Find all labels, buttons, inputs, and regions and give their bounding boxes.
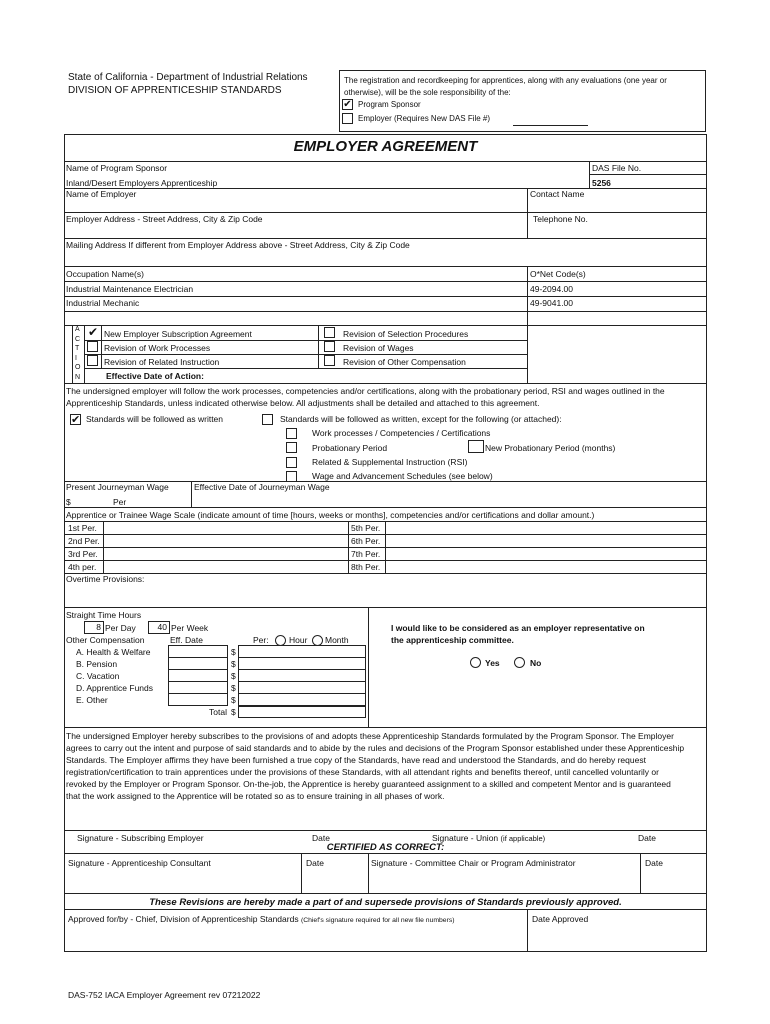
division-name: DIVISION OF APPRENTICESHIP STANDARDS bbox=[68, 85, 282, 96]
onet-code-2[interactable]: 49-9041.00 bbox=[530, 298, 574, 308]
comp-item-health: A. Health & Welfare bbox=[76, 647, 151, 657]
standards-intro-2: Apprenticeship Standards, unless indicated otherwise below. All adjustments shall be detailed and attached to this agreement. bbox=[66, 398, 540, 408]
agreement-line-1: The undersigned Employer hereby subscribes to the provisions of and adopts these Apprenticeship Standards formulated by the Program Sponsor. The Employer bbox=[66, 731, 674, 741]
journeyman-wage-label: Present Journeyman Wage bbox=[66, 482, 169, 492]
committee-no-radio[interactable] bbox=[514, 657, 525, 668]
other-compensation-label: Other Compensation bbox=[66, 635, 145, 645]
employer-date-label: Date bbox=[312, 833, 330, 843]
period-4-label: 4th per. bbox=[68, 562, 97, 572]
standards-followed-checkbox[interactable]: ✔ bbox=[71, 414, 81, 426]
rsi-option-label: Related & Supplemental Instruction (RSI) bbox=[312, 457, 468, 467]
journeyman-dollar: $ bbox=[66, 497, 71, 507]
union-signature-label: Signature - Union (if applicable) bbox=[432, 833, 546, 843]
total-amount-input[interactable] bbox=[238, 706, 366, 718]
contact-name-label: Contact Name bbox=[530, 189, 585, 199]
occupation-name-1[interactable]: Industrial Maintenance Electrician bbox=[66, 284, 194, 294]
selection-procedures-label: Revision of Selection Procedures bbox=[343, 329, 469, 339]
other-compensation-checkbox[interactable] bbox=[324, 355, 335, 366]
revision-wages-label: Revision of Wages bbox=[343, 343, 414, 353]
occupation-name-label: Occupation Name(s) bbox=[66, 269, 144, 279]
action-vertical-label: A C T I O N bbox=[75, 326, 81, 381]
chief-approval-label: Approved for/by - Chief, Division of Apprenticeship Standards (Chief's signature required for all new file numbers) bbox=[68, 914, 455, 924]
employer-responsibility-checkbox[interactable] bbox=[342, 113, 353, 124]
comp-item-vacation: C. Vacation bbox=[76, 671, 120, 681]
occupation-name-2[interactable]: Industrial Mechanic bbox=[66, 298, 140, 308]
subscribing-employer-signature-label: Signature - Subscribing Employer bbox=[77, 833, 204, 843]
committee-no-label: No bbox=[530, 658, 542, 668]
telephone-label: Telephone No. bbox=[533, 214, 588, 224]
dollar-4: $ bbox=[231, 683, 236, 693]
period-6-label: 6th Per. bbox=[351, 536, 381, 546]
new-subscription-label: New Employer Subscription Agreement bbox=[104, 329, 252, 339]
period-7-label: 7th Per. bbox=[351, 549, 381, 559]
program-sponsor-checkbox[interactable]: ✔ bbox=[343, 99, 352, 110]
program-sponsor-label: Program Sponsor bbox=[358, 100, 421, 109]
das-file-number-line[interactable] bbox=[513, 125, 588, 126]
work-processes-option-label: Work processes / Competencies / Certifications bbox=[312, 428, 491, 438]
agreement-line-6: that the work assigned to the Apprentice will be rotated so as to ensure training in all phases of work. bbox=[66, 791, 445, 801]
standards-except-label: Standards will be followed as written, except for the following (or attached): bbox=[280, 414, 562, 424]
form-footer: DAS-752 IACA Employer Agreement rev 07212022 bbox=[68, 990, 261, 1000]
new-subscription-checkbox[interactable]: ✔ bbox=[88, 325, 99, 339]
committee-chair-date-label: Date bbox=[645, 858, 663, 868]
journeyman-effective-label: Effective Date of Journeyman Wage bbox=[194, 482, 330, 492]
wage-scale-label: Apprentice or Trainee Wage Scale (indicate amount of time [hours, weeks or months], competencies and/or certifications and dollar amount.) bbox=[66, 510, 595, 520]
program-sponsor-name-value[interactable]: Inland/Desert Employers Apprenticeship bbox=[66, 178, 218, 188]
period-1-label: 1st Per. bbox=[68, 523, 97, 533]
eff-date-input-group[interactable] bbox=[168, 645, 228, 706]
dollar-total: $ bbox=[231, 707, 236, 717]
dollar-3: $ bbox=[231, 671, 236, 681]
period-8-label: 8th Per. bbox=[351, 562, 381, 572]
committee-text-1: I would like to be considered as an employer representative on bbox=[391, 623, 645, 633]
dollar-5: $ bbox=[231, 695, 236, 705]
agreement-line-3: Standards. The Employer affirms they have been furnished a true copy of the Standards, have read and understood the Standards, and do hereby request bbox=[66, 755, 646, 765]
related-instruction-label: Revision of Related Instruction bbox=[104, 357, 220, 367]
certified-correct: CERTIFIED AS CORRECT: bbox=[326, 842, 445, 853]
per-week-label: Per Week bbox=[171, 623, 209, 633]
period-2-label: 2nd Per. bbox=[68, 536, 100, 546]
responsibility-text-2: otherwise), will be the sole responsibility of the: bbox=[344, 88, 511, 97]
amount-input-group[interactable] bbox=[238, 645, 366, 706]
revision-wages-checkbox[interactable] bbox=[324, 341, 335, 352]
committee-chair-signature-label: Signature - Committee Chair or Program Administrator bbox=[371, 858, 576, 868]
agency-name: State of California - Department of Industrial Relations bbox=[68, 72, 308, 83]
total-label: Total bbox=[209, 707, 227, 717]
selection-procedures-checkbox[interactable] bbox=[324, 327, 335, 338]
committee-yes-label: Yes bbox=[485, 658, 500, 668]
comp-item-pension: B. Pension bbox=[76, 659, 118, 669]
hours-per-day-input[interactable]: 8 bbox=[84, 621, 104, 634]
committee-text-2: the apprenticeship committee. bbox=[391, 635, 514, 645]
agreement-line-5: revoked by the Employer or Program Sponsor. On-the-job, the Apprentice is hereby guaranteed assignment to a skilled and competent Mentor and is guaranteed bbox=[66, 779, 671, 789]
effective-date-label: Effective Date of Action: bbox=[106, 371, 204, 381]
eff-date-label: Eff. Date bbox=[170, 635, 203, 645]
wage-schedule-option-label: Wage and Advancement Schedules (see below) bbox=[312, 471, 493, 481]
dollar-1: $ bbox=[231, 647, 236, 657]
employer-address-label: Employer Address - Street Address, City & Zip Code bbox=[66, 214, 263, 224]
per-hour-label: Hour bbox=[289, 635, 308, 645]
agreement-line-4: registration/certification to train apprentices under the provisions of these Standards, with all attendant rights and benefits thereof, until cancelled voluntarily or bbox=[66, 767, 659, 777]
employer-name-label: Name of Employer bbox=[66, 189, 137, 199]
consultant-date-label: Date bbox=[306, 858, 324, 868]
standards-except-checkbox[interactable] bbox=[262, 414, 273, 425]
straight-time-label: Straight Time Hours bbox=[66, 610, 142, 620]
work-processes-option-checkbox[interactable] bbox=[286, 428, 297, 439]
onet-code-1[interactable]: 49-2094.00 bbox=[530, 284, 574, 294]
probationary-option-label: Probationary Period bbox=[312, 443, 388, 453]
overtime-label: Overtime Provisions: bbox=[66, 574, 145, 584]
per-month-label: Month bbox=[325, 635, 349, 645]
work-processes-checkbox[interactable] bbox=[87, 341, 98, 352]
employer-responsibility-label: Employer (Requires New DAS File #) bbox=[358, 114, 491, 123]
period-3-label: 3rd Per. bbox=[68, 549, 98, 559]
committee-yes-radio[interactable] bbox=[470, 657, 481, 668]
rsi-option-checkbox[interactable] bbox=[286, 457, 297, 468]
probationary-option-checkbox[interactable] bbox=[286, 442, 297, 453]
das-file-label: DAS File No. bbox=[592, 163, 642, 173]
work-processes-label: Revision of Work Processes bbox=[104, 343, 211, 353]
revisions-note: These Revisions are hereby made a part of and supersede provisions of Standards previously approved. bbox=[149, 897, 622, 908]
responsibility-text: The registration and recordkeeping for apprentices, along with any evaluations (one year or bbox=[344, 76, 667, 85]
agreement-line-2: agrees to carry out the intent and purpose of said standards and to abide by the rules and decisions of the Program Sponsor established under these Apprenticeship bbox=[66, 743, 685, 753]
period-5-label: 5th Per. bbox=[351, 523, 381, 533]
other-compensation-label: Revision of Other Compensation bbox=[343, 357, 466, 367]
standards-followed-label: Standards will be followed as written bbox=[86, 414, 224, 424]
per-label: Per: bbox=[253, 635, 269, 645]
standards-intro-1: The undersigned employer will follow the work processes, competencies and/or certifications, along with the probationary period, RSI and wages outlined in the bbox=[66, 386, 665, 396]
consultant-signature-label: Signature - Apprenticeship Consultant bbox=[68, 858, 211, 868]
union-date-label: Date bbox=[638, 833, 656, 843]
form-title: EMPLOYER AGREEMENT bbox=[293, 138, 478, 155]
per-day-label: Per Day bbox=[105, 623, 136, 633]
journeyman-per: Per bbox=[113, 497, 127, 507]
das-file-value[interactable]: 5256 bbox=[592, 178, 611, 188]
related-instruction-checkbox[interactable] bbox=[87, 355, 98, 366]
new-probation-label: New Probationary Period (months) bbox=[485, 443, 616, 453]
onet-code-label: O*Net Code(s) bbox=[530, 269, 586, 279]
program-sponsor-name-label: Name of Program Sponsor bbox=[66, 163, 168, 173]
date-approved-label: Date Approved bbox=[532, 914, 589, 924]
hours-per-week-input[interactable]: 40 bbox=[148, 621, 170, 634]
comp-item-apprentice-funds: D. Apprentice Funds bbox=[76, 683, 154, 693]
comp-item-other: E. Other bbox=[76, 695, 108, 705]
mailing-address-label: Mailing Address If different from Employer Address above - Street Address, City & Zip Code bbox=[66, 240, 410, 250]
new-probation-input[interactable] bbox=[468, 440, 484, 453]
dollar-2: $ bbox=[231, 659, 236, 669]
